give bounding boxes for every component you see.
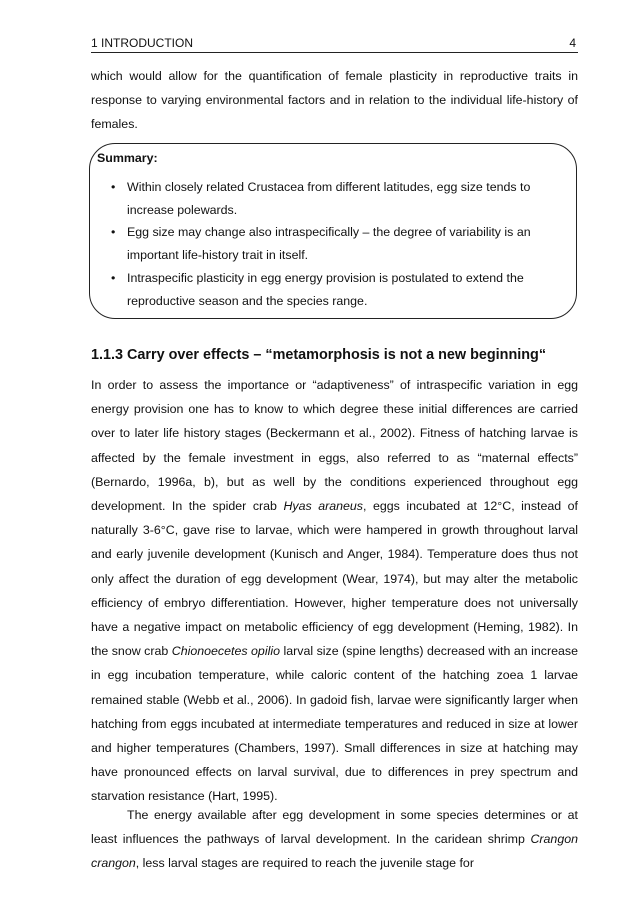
summary-item xyxy=(90,176,560,221)
species-name: Crangon crangon xyxy=(91,832,578,871)
body-text: The energy available after egg development in some species determines or at least influences the pathways of larval development. In the caridean shrimp xyxy=(91,808,578,847)
bullet-icon: • xyxy=(111,225,116,240)
bullet-icon: • xyxy=(111,180,116,194)
species-name: Hyas araneus xyxy=(283,499,364,514)
summary-title: Summary: xyxy=(97,151,158,165)
paragraph-continued: which would allow for the quantification of female plasticity in reproductive traits in response to varying environmental factors and in relation to the individual life-history of females. xyxy=(91,69,578,132)
chapter-title: 1 INTRODUCTION xyxy=(91,36,193,50)
body-text: , eggs incubated at 12°C, instead of naturally 3-6°C, gave rise to larvae, which were hampered in growth throughout larval and early juvenile development (Kunisch and Anger, 1984). Temperature does thus not only affect the duration of egg development (Wear, 1974), but may alter the metabolic efficiency of embryo differentiation. However, higher temperature does not universally have a negative impact on metabolic efficiency of egg development (Heming, 1982). In the snow crab xyxy=(91,499,579,659)
bullet-icon: • xyxy=(111,270,116,285)
summary-box xyxy=(89,143,577,319)
body-text: In order to assess the importance or “adaptiveness” of intraspecific variation in egg energy provision one has to know to which degree these initial differences are carried over to later life history stages (Beckermann et al., 2002). Fitness of hatching larvae is affected by the female investment in eggs, also referred to as “maternal effects” (Bernardo, 1996a, b), but as well by the conditions experienced throughout egg development. In the spider crab xyxy=(91,378,578,514)
summary-item-text: Egg size may change also intraspecifically – the degree of variability is an important life-history trait in itself. xyxy=(127,225,531,263)
summary-list xyxy=(90,176,560,312)
body-paragraph xyxy=(91,373,578,809)
summary-item xyxy=(90,221,560,266)
summary-item-text: Intraspecific plasticity in egg energy provision is postulated to extend the reproductive season and the species range. xyxy=(127,270,524,308)
body-text: larval size (spine lengths) decreased with an increase in egg incubation temperature, while caloric content of the hatching zoea 1 larvae remained stable (Webb et al., 2006). In gadoid fish, larvae were significantly larger when hatching from eggs incubated at intermediate temperatures and reduced in size at lower and higher temperatures (Chambers, 1997). Small differences in size at hatching may have pronounced effects on larval survival, due to differences in prey spectrum and starvation resistance (Hart, 1995). xyxy=(91,644,578,804)
summary-item-text: Within closely related Crustacea from different latitudes, egg size tends to increase polewards. xyxy=(127,180,531,217)
section-heading: 1.1.3 Carry over effects – “metamorphosis is not a new beginning“ xyxy=(91,347,547,363)
body-text: , less larval stages are required to reach the juvenile stage for xyxy=(135,856,474,871)
body-paragraph xyxy=(91,803,578,876)
summary-item xyxy=(90,267,560,312)
page-number: 4 xyxy=(569,36,576,50)
running-header xyxy=(91,36,578,53)
species-name: Chionoecetes opilio xyxy=(171,644,280,659)
